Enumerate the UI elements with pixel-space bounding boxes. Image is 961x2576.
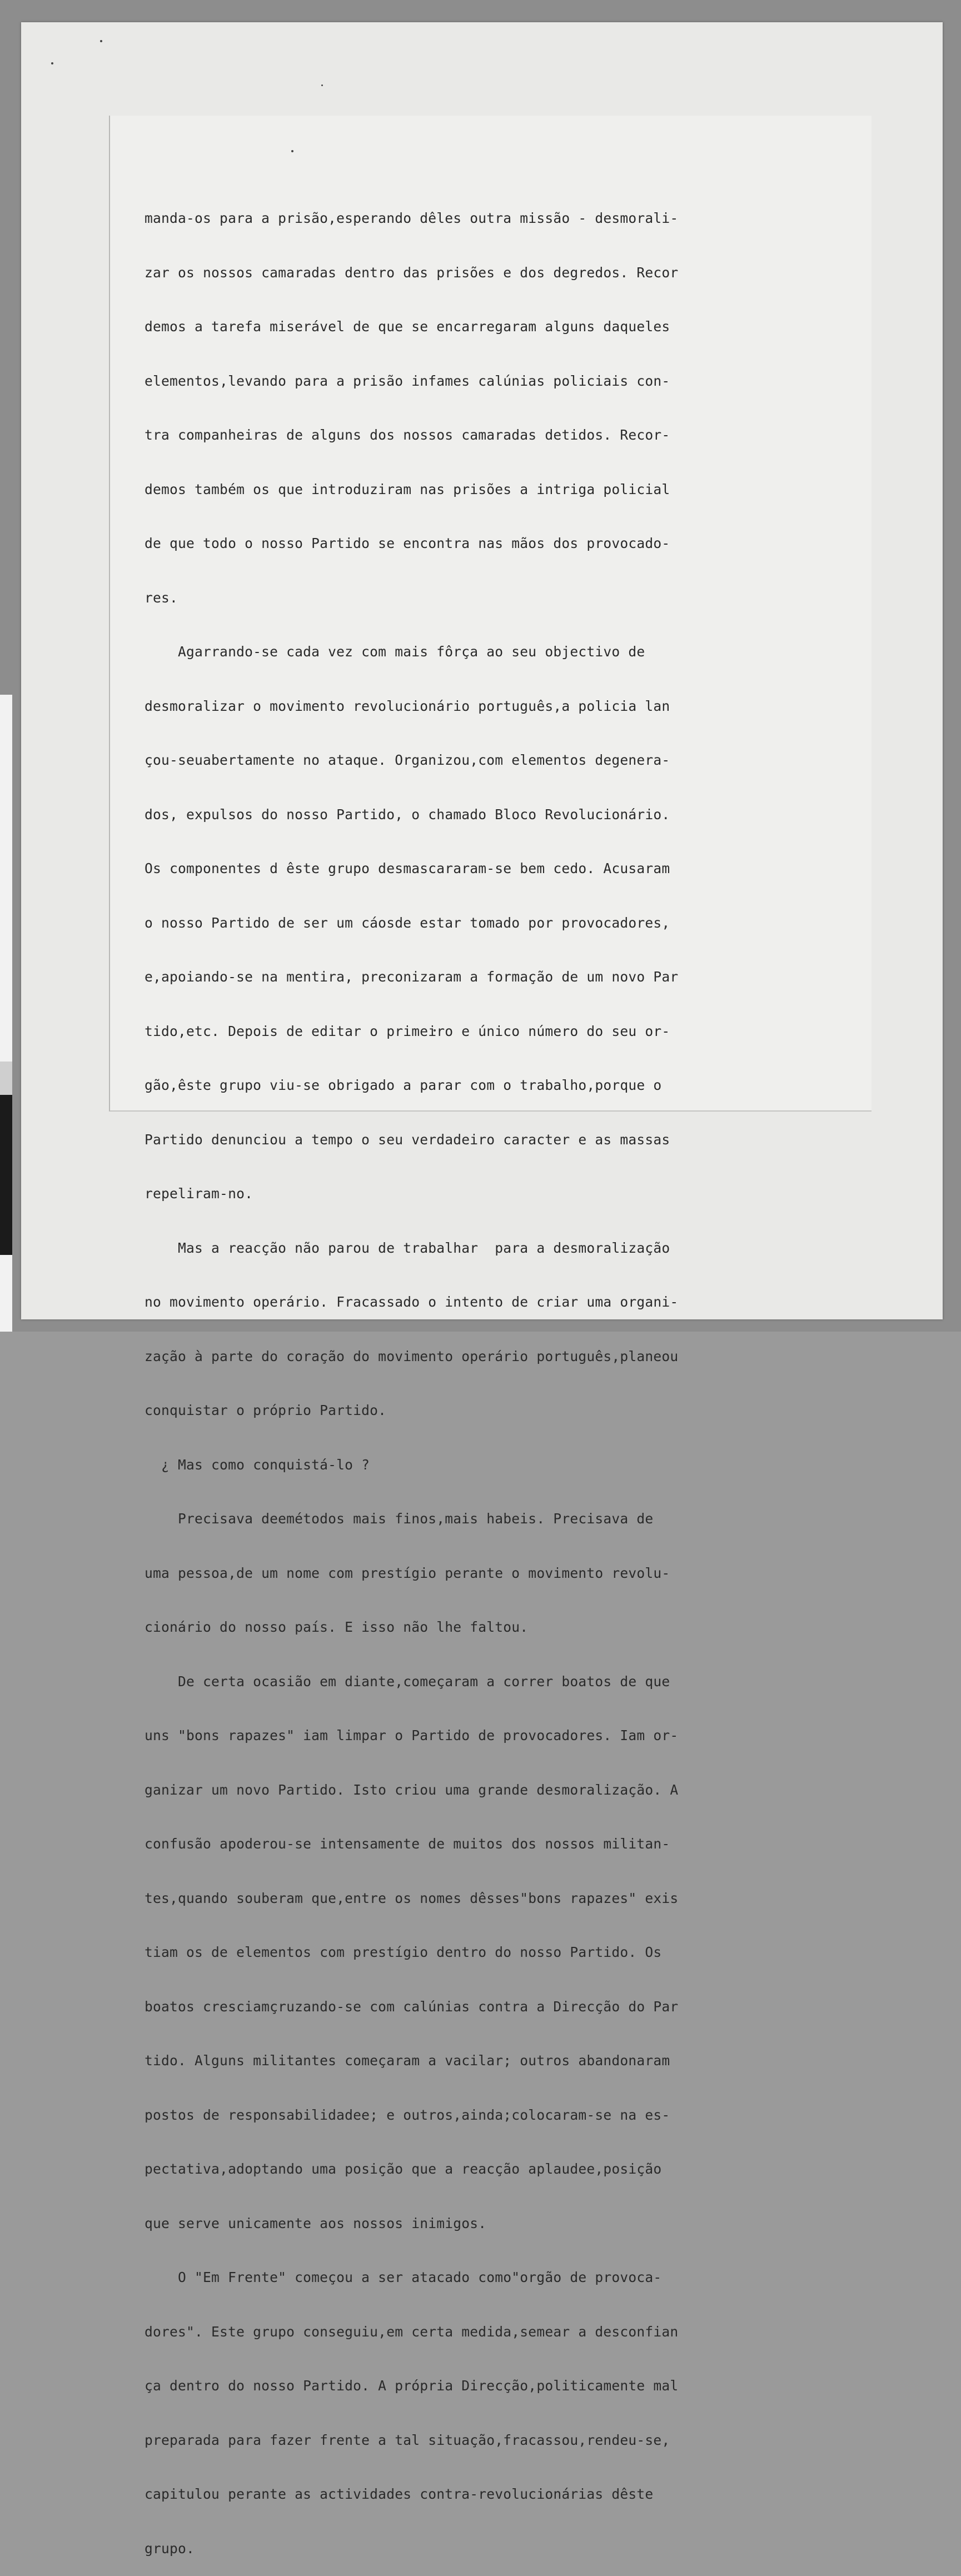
text-line: tra companheiras de alguns dos nossos camaradas detidos. Recor- [145,427,670,443]
ruler-segment-grey [0,1062,12,1095]
text-line: De certa ocasião em diante,começaram a correr boatos de que [145,1673,670,1690]
text-line: ça dentro do nosso Partido. A própria Direcção,politicamente mal [145,2378,679,2394]
text-line: conquistar o próprio Partido. [145,1402,387,1418]
ruler-segment-white [0,695,12,1062]
text-line: o nosso Partido de ser um cáosde estar tomado por provocadores, [145,914,670,931]
text-line: demos também os que introduziram nas prisões a intriga policial [145,481,670,497]
text-line: gão,êste grupo viu-se obrigado a parar com o trabalho,porque o [145,1077,662,1093]
text-line: de que todo o nosso Partido se encontra nas mãos dos provocado- [145,535,670,551]
text-line: zar os nossos camaradas dentro das prisões e dos degredos. Recor [145,264,679,281]
dust-speck [291,150,293,152]
text-line: boatos cresciamçruzando-se com calúnias contra a Direcção do Par [145,1998,679,2015]
text-line: zação à parte do coração do movimento operário português,planeou [145,1348,679,1364]
text-line: tiam os de elementos com prestígio dentro do nosso Partido. Os [145,1944,662,1960]
text-line: res. [145,589,178,606]
text-line: ¿ Mas como conquistá-lo ? [145,1456,370,1473]
dust-speck [100,40,102,42]
text-line: O "Em Frente" começou a ser atacado como"orgão de provoca- [145,2269,662,2285]
dust-speck [51,62,53,64]
text-line: Precisava deemétodos mais finos,mais habeis. Precisava de [145,1511,654,1527]
text-line: postos de responsabilidadee; e outros,ainda;colocaram-se na es- [145,2106,670,2123]
text-line: uma pessoa,de um nome com prestígio perante o movimento revolu- [145,1564,670,1581]
text-line: que serve unicamente aos nossos inimigos. [145,2215,487,2231]
text-line: dos, expulsos do nosso Partido, o chamado Bloco Revolucionário. [145,806,670,823]
text-line: cionário do nosso país. E isso não lhe faltou. [145,1619,529,1635]
text-line: capitulou perante as actividades contra-revolucionárias dêste [145,2486,654,2502]
text-line: desmoralizar o movimento revolucionário português,a policia lan [145,697,670,714]
text-line: repeliram-no. [145,1185,253,1202]
text-line: ganizar um novo Partido. Isto criou uma grande desmoralização. A [145,1781,679,1798]
text-line: confusão apoderou-se intensamente de muitos dos nossos militan- [145,1836,670,1852]
text-line: uns "bons rapazes" iam limpar o Partido de provocadores. Iam or- [145,1727,679,1743]
text-line: dores". Este grupo conseguiu,em certa medida,semear a desconfian [145,2323,679,2340]
text-line: tido,etc. Depois de editar o primeiro e único número do seu or- [145,1023,670,1039]
text-line: Mas a reacção não parou de trabalhar para a desmoralização [145,1239,670,1256]
text-line: tido. Alguns militantes começaram a vacilar; outros abandonaram [145,2052,670,2069]
dust-speck [321,84,323,86]
text-line: Agarrando-se cada vez com mais fôrça ao seu objectivo de [145,644,645,660]
text-line: tes,quando souberam que,entre os nomes dêsses"bons rapazes" exis [145,1890,679,1906]
text-line: preparada para fazer frente a tal situação,fracassou,rendeu-se, [145,2431,670,2448]
text-line: manda-os para a prisão,esperando dêles outra missão - desmorali- [145,210,679,226]
typewritten-text [145,173,745,2576]
text-line: Os componentes d êste grupo desmascararam-se bem cedo. Acusaram [145,860,670,876]
text-line: no movimento operário. Fracassado o intento de criar uma organi- [145,1294,679,1310]
scale-ruler [0,695,12,1332]
text-line: pectativa,adoptando uma posição que a reacção aplaudee,posição [145,2161,662,2177]
text-line: Partido denunciou a tempo o seu verdadeiro caracter e as massas [145,1131,670,1148]
text-line: çou-seuabertamente no ataque. Organizou,com elementos degenera- [145,752,670,768]
text-line: grupo. [145,2540,195,2557]
ruler-segment-white [0,1255,12,1332]
text-line: elementos,levando para a prisão infames calúnias policiais con- [145,372,670,389]
text-line: demos a tarefa miserável de que se encarregaram alguns daqueles [145,318,670,335]
text-line: e,apoiando-se na mentira, preconizaram a formação de um novo Par [145,969,679,985]
